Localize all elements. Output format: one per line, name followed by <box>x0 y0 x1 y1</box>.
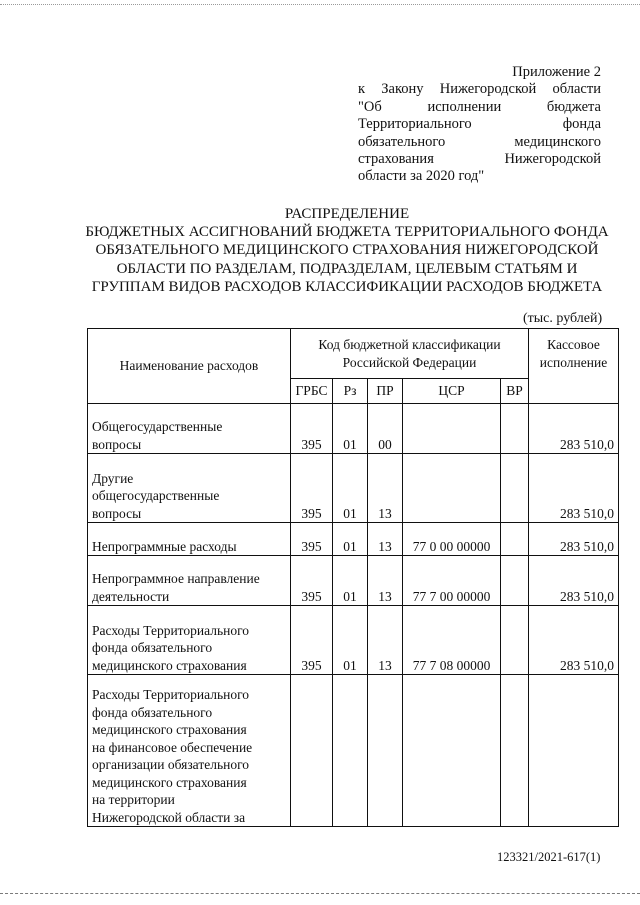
cell-csr: 77 0 00 00000 <box>403 523 501 556</box>
header-name: Наименование расходов <box>88 329 291 404</box>
header-code-group: Код бюджетной классификации Российской Федерации <box>291 329 529 379</box>
appendix-line-3: "Об исполнении бюджета <box>358 98 601 115</box>
header-vr: ВР <box>501 379 529 404</box>
cell-pr: 13 <box>368 606 403 675</box>
appendix-line-7: области за 2020 год" <box>358 168 485 185</box>
cell-csr: 77 7 00 00000 <box>403 556 501 606</box>
cell-amount: 283 510,0 <box>529 523 619 556</box>
cell-grbs: 395 <box>291 454 333 523</box>
cell-vr <box>501 454 529 523</box>
cell-grbs: 395 <box>291 523 333 556</box>
cell-rz: 01 <box>333 606 368 675</box>
cell-amount: 283 510,0 <box>529 454 619 523</box>
cell-pr: 00 <box>368 404 403 454</box>
table-row <box>88 556 619 606</box>
document-number: 123321/2021-617(1) <box>497 850 601 864</box>
scan-edge-bottom <box>0 893 640 894</box>
cell-vr <box>501 606 529 675</box>
title-line-4: ОБЛАСТИ ПО РАЗДЕЛАМ, ПОДРАЗДЕЛАМ, ЦЕЛЕВЫМ СТАТЬЯМ И <box>116 260 578 277</box>
table-row <box>88 523 619 556</box>
cell-amount: 283 510,0 <box>529 404 619 454</box>
table-row <box>88 606 619 675</box>
header-csr: ЦСР <box>403 379 501 404</box>
title-line-2: БЮДЖЕТНЫХ АССИГНОВАНИЙ БЮДЖЕТА ТЕРРИТОРИАЛЬНОГО ФОНДА <box>85 224 609 241</box>
row-name: Непрограммные расходы <box>88 523 291 556</box>
row-name: Другие общегосударственные вопросы <box>88 454 291 523</box>
cell-rz: 01 <box>333 556 368 606</box>
header-grbs: ГРБС <box>291 379 333 404</box>
cell-vr <box>501 404 529 454</box>
cell-rz: 01 <box>333 404 368 454</box>
title-line-1: РАСПРЕДЕЛЕНИЕ <box>284 206 410 222</box>
appendix-line-2: к Закону Нижегородской области <box>358 81 601 98</box>
scan-edge-top <box>0 4 640 5</box>
cell-pr: 13 <box>368 556 403 606</box>
cell-grbs: 395 <box>291 606 333 675</box>
cell-rz: 01 <box>333 454 368 523</box>
cell-grbs: 395 <box>291 556 333 606</box>
cell-pr: 13 <box>368 454 403 523</box>
table-row <box>88 675 619 827</box>
cell-grbs <box>291 675 333 827</box>
table-header-row <box>88 329 619 379</box>
title-line-5: ГРУППАМ ВИДОВ РАСХОДОВ КЛАССИФИКАЦИИ РАСХОДОВ БЮДЖЕТА <box>91 278 603 295</box>
cell-csr <box>403 454 501 523</box>
cell-csr <box>403 675 501 827</box>
row-name: Общегосударственные вопросы <box>88 404 291 454</box>
cell-grbs: 395 <box>291 404 333 454</box>
cell-amount: 283 510,0 <box>529 556 619 606</box>
appendix-line-6: страхования Нижегородской <box>358 151 601 168</box>
cell-vr <box>501 556 529 606</box>
appendix-line-4: Территориального фонда <box>358 116 601 133</box>
appendix-line-5: обязательного медицинского <box>358 133 601 150</box>
header-rz: Рз <box>333 379 368 404</box>
appendix-header <box>358 64 601 186</box>
row-name: Расходы Территориального фонда обязательного медицинского страхования <box>88 606 291 675</box>
cell-pr: 13 <box>368 523 403 556</box>
table-row <box>88 404 619 454</box>
units-label: (тыс. рублей) <box>523 311 603 326</box>
cell-pr <box>368 675 403 827</box>
row-name: Непрограммное направление деятельности <box>88 556 291 606</box>
cell-vr <box>501 675 529 827</box>
title-line-3: ОБЯЗАТЕЛЬНОГО МЕДИЦИНСКОГО СТРАХОВАНИЯ НИЖЕГОРОДСКОЙ <box>95 242 599 259</box>
row-name: Расходы Территориального фонда обязательного медицинского страхования на финансовое обеспечение организации обязательного медицинского страхования на территории Нижегородской области за <box>88 675 291 827</box>
cell-rz <box>333 675 368 827</box>
budget-table <box>87 328 619 827</box>
document-title <box>80 205 614 296</box>
cell-csr <box>403 404 501 454</box>
cell-amount <box>529 675 619 827</box>
header-execution: Кассовое исполнение <box>529 329 619 404</box>
cell-amount: 283 510,0 <box>529 606 619 675</box>
header-pr: ПР <box>368 379 403 404</box>
cell-vr <box>501 523 529 556</box>
table-row <box>88 454 619 523</box>
appendix-line-1: Приложение 2 <box>512 64 601 80</box>
cell-csr: 77 7 08 00000 <box>403 606 501 675</box>
cell-rz: 01 <box>333 523 368 556</box>
